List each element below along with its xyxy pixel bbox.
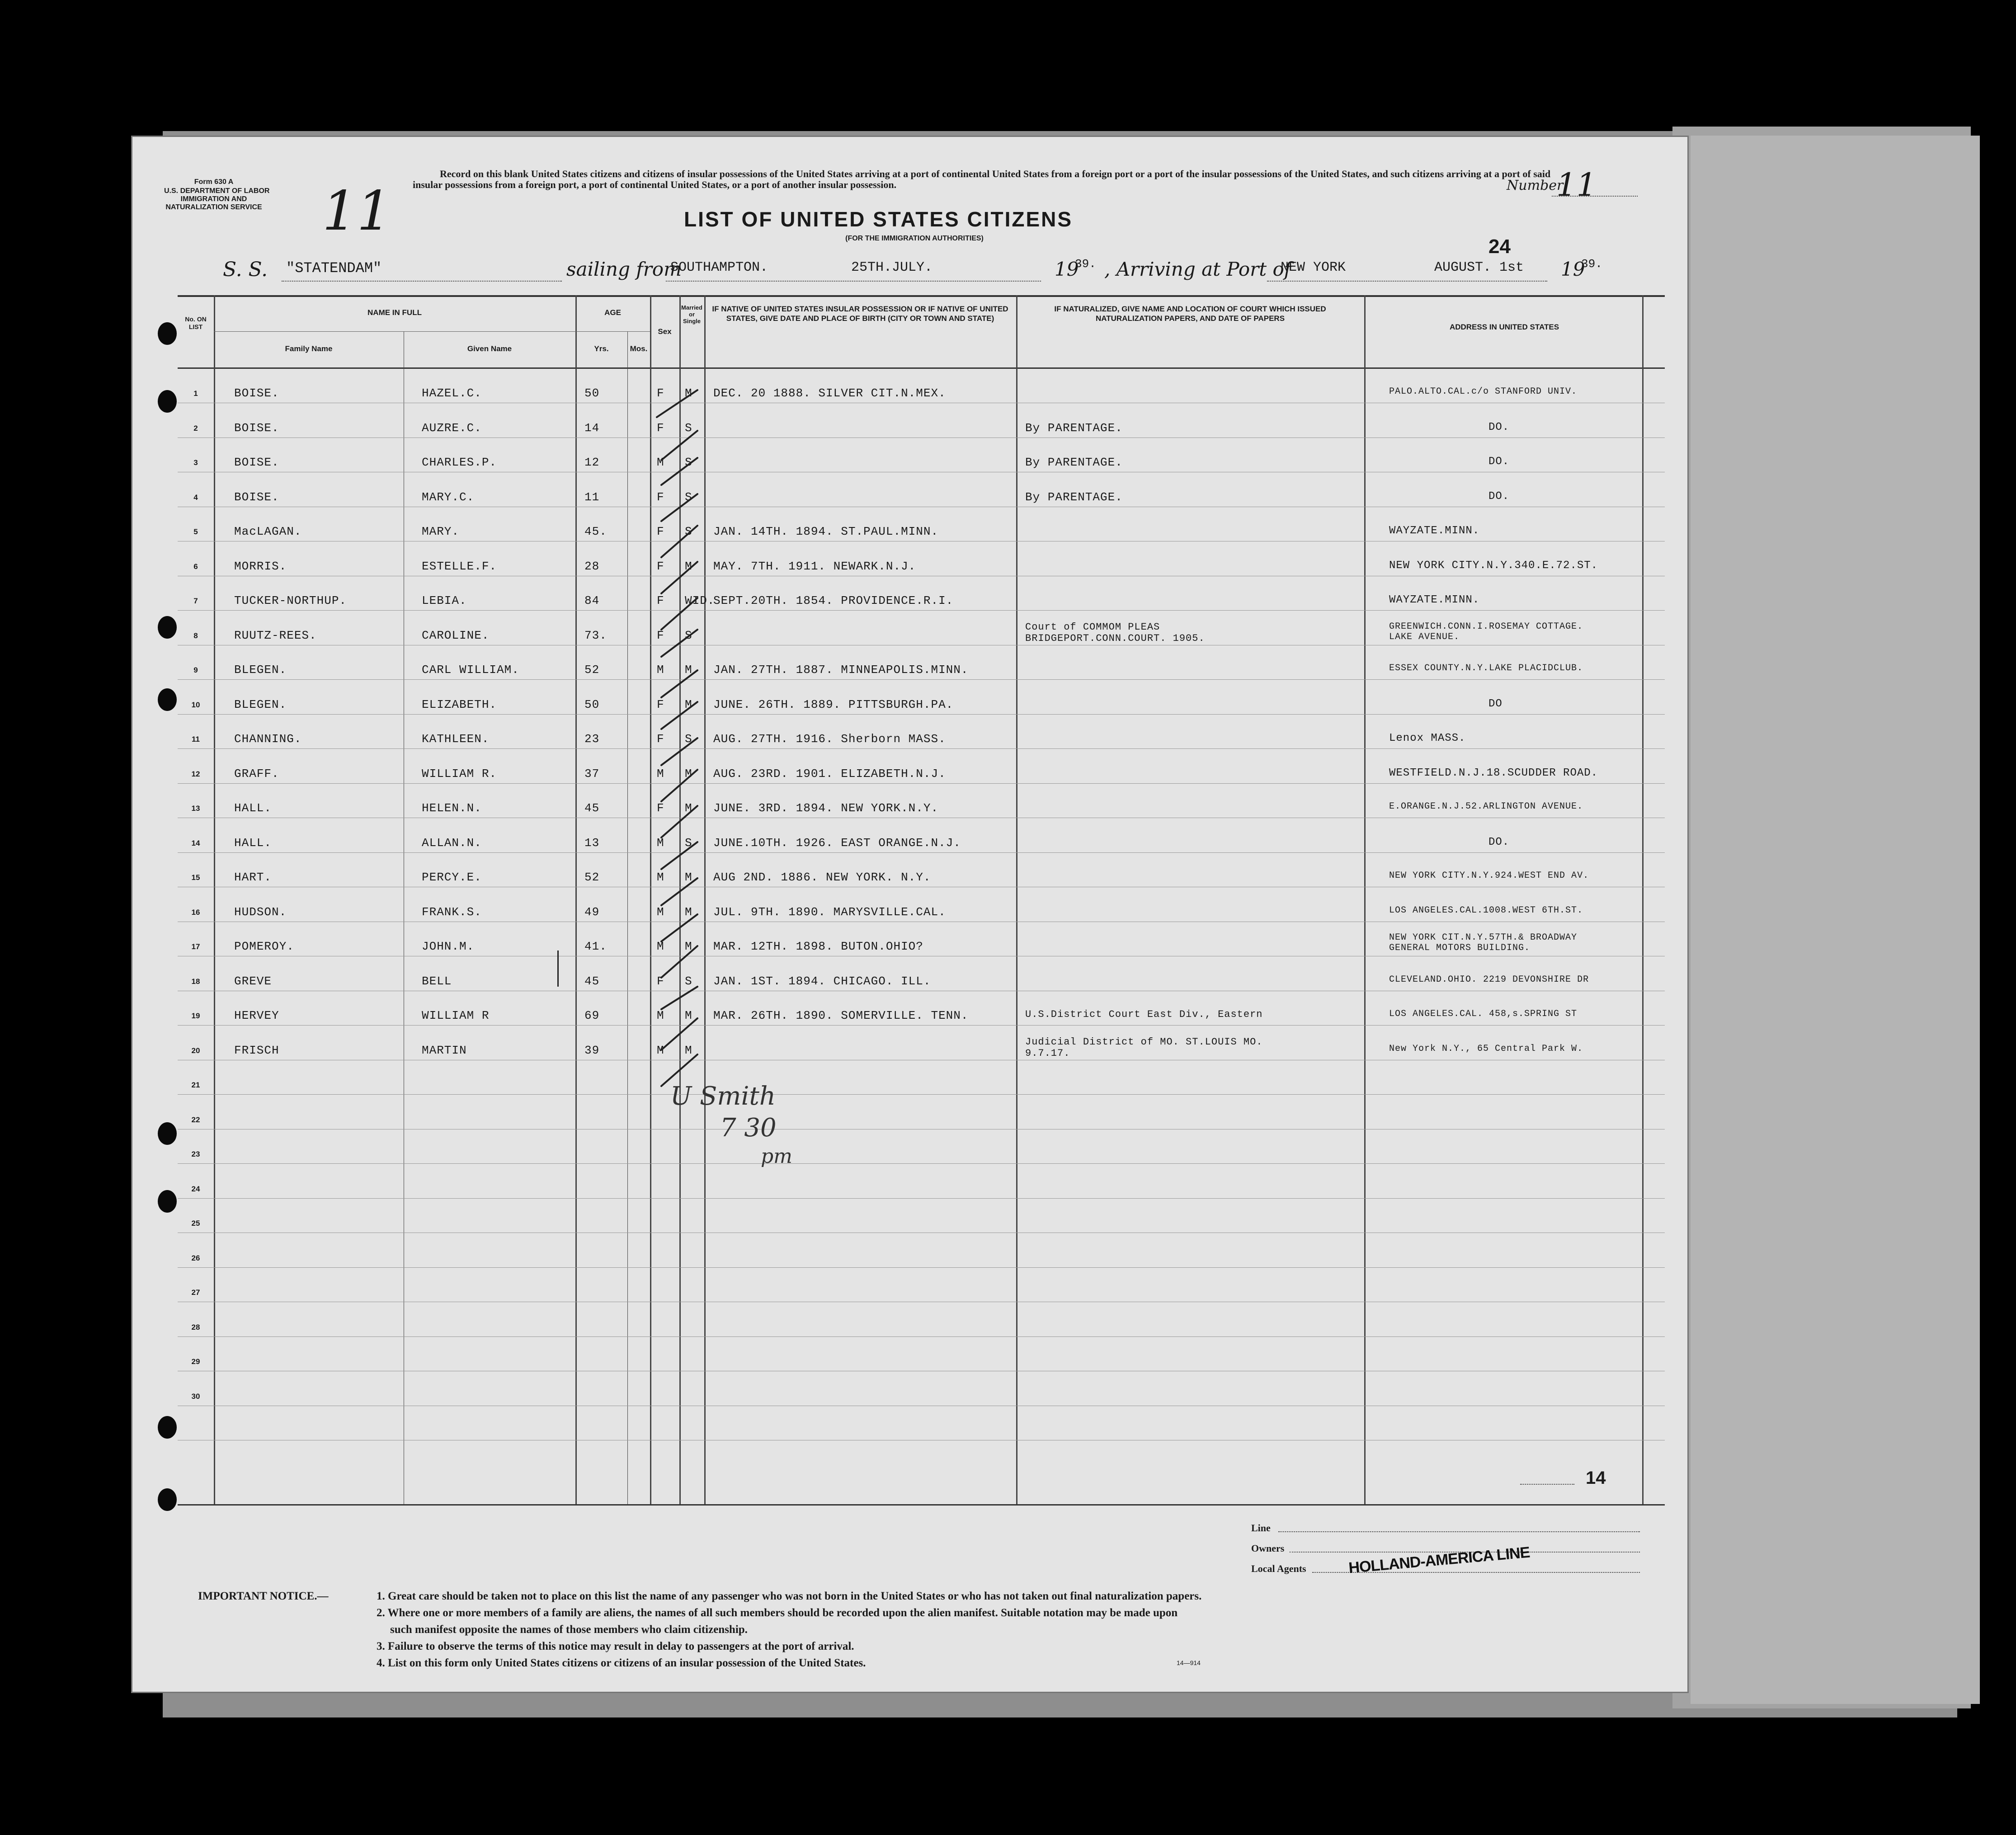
cell-family-name: GRAFF.	[234, 767, 279, 781]
row-rule	[178, 610, 1665, 611]
cell-marital-status: M	[685, 801, 692, 815]
from-port: SOUTHAMPTON.	[670, 260, 768, 275]
cell-family-name: POMEROY.	[234, 940, 294, 953]
handwritten-check-marks	[648, 381, 711, 1267]
cell-given-name: CARL WILLIAM.	[422, 663, 519, 677]
owners-label: Owners	[1251, 1543, 1285, 1554]
to-port: NEW YORK	[1281, 260, 1346, 275]
header-address: ADDRESS IN UNITED STATES	[1449, 323, 1559, 331]
col-rule	[1364, 295, 1366, 1504]
cell-given-name: AUZRE.C.	[422, 421, 482, 435]
cell-sex: F	[657, 697, 664, 711]
cell-age-years: 52	[584, 870, 600, 884]
department-line: IMMIGRATION AND	[180, 195, 247, 203]
cell-given-name: WILLIAM R	[422, 1009, 490, 1022]
row-rule	[178, 1025, 1665, 1026]
cell-marital-status: S	[685, 974, 692, 988]
cell-address: E.ORANGE.N.J.52.ARLINGTON AVENUE.	[1389, 801, 1583, 812]
cell-family-name: BLEGEN.	[234, 697, 287, 711]
subheader-rule	[214, 331, 575, 332]
cell-given-name: HELEN.N.	[422, 801, 482, 815]
sailing-label: sailing from	[566, 258, 682, 280]
cell-birth-info: JAN. 27TH. 1887. MINNEAPOLIS.MINN.	[713, 663, 969, 677]
cell-family-name: BLEGEN.	[234, 663, 287, 677]
cell-sex: M	[657, 870, 664, 884]
row-rule	[178, 714, 1665, 715]
handwritten-note-time: 7 30	[720, 1113, 777, 1143]
row-number: 24	[191, 1184, 200, 1193]
cell-sex: M	[657, 905, 664, 919]
cell-given-name: KATHLEEN.	[422, 732, 490, 746]
header-yrs: Yrs.	[594, 344, 609, 353]
col-rule	[575, 295, 577, 1504]
cell-address: DO	[1488, 697, 1503, 710]
cell-sex: F	[657, 490, 664, 504]
cell-marital-status: S	[685, 836, 692, 850]
notice-item: 2. Where one or more members of a family are aliens, the names of all such members should be recorded upon the alien manifest. Suitable notation may be made upon	[377, 1607, 1178, 1619]
cell-age-years: 49	[584, 905, 600, 919]
row-number: 21	[191, 1081, 200, 1089]
cell-family-name: TUCKER-NORTHUP.	[234, 594, 347, 607]
cell-given-name: JOHN.M.	[422, 940, 475, 953]
row-number: 23	[191, 1150, 200, 1158]
notice-item: 3. Failure to observe the terms of this notice may result in delay to passengers at the port of arrival.	[377, 1640, 854, 1652]
print-code: 14—914	[1177, 1659, 1201, 1666]
cell-naturalization: By PARENTAGE.	[1025, 421, 1123, 435]
cell-address: NEW YORK CITY.N.Y.340.E.72.ST.	[1389, 559, 1598, 572]
cell-address: LOS ANGELES.CAL. 458,s.SPRING ST	[1389, 1009, 1578, 1019]
page-number: 14	[1586, 1468, 1606, 1488]
row-number: 3	[193, 458, 198, 467]
cell-address: WESTFIELD.N.J.18.SCUDDER ROAD.	[1389, 767, 1598, 779]
cell-age-years: 12	[584, 456, 600, 469]
arriving-label: , Arriving at Port of	[1104, 258, 1291, 280]
cell-birth-info: JUNE. 26TH. 1889. PITTSBURGH.PA.	[713, 697, 954, 711]
row-number: 16	[191, 908, 200, 917]
cell-age-years: 41.	[584, 940, 607, 953]
depart-year: 39.	[1075, 257, 1096, 271]
cell-birth-info: JUL. 9TH. 1890. MARYSVILLE.CAL.	[713, 905, 946, 919]
row-number: 12	[191, 769, 200, 778]
cell-birth-info: JAN. 1ST. 1894. CHICAGO. ILL.	[713, 974, 931, 988]
cell-sex: M	[657, 663, 664, 677]
ship-name: "STATENDAM"	[286, 260, 382, 277]
department-line: NATURALIZATION SERVICE	[165, 203, 262, 211]
arrive-date: AUGUST. 1st	[1434, 260, 1524, 275]
cell-address: DO.	[1488, 421, 1510, 433]
manifest-sheet	[131, 136, 1689, 1693]
notice-item: 1. Great care should be taken not to place on this list the name of any passenger who was not born in the United States or who has not taken out final naturalization papers.	[377, 1590, 1202, 1602]
cell-sex: M	[657, 1009, 664, 1022]
cell-sex: F	[657, 628, 664, 642]
row-rule	[178, 1198, 1665, 1199]
handwritten-note-name: U Smith	[670, 1082, 776, 1111]
header-married: Married or Single	[681, 304, 702, 325]
cell-marital-status: WID.	[685, 594, 715, 607]
header-given: Given Name	[467, 344, 512, 353]
row-number: 6	[193, 562, 198, 571]
row-rule	[178, 1163, 1665, 1164]
year-prefix: 19	[1055, 258, 1079, 280]
cell-birth-info: MAY. 7TH. 1911. NEWARK.N.J.	[713, 559, 916, 573]
cell-age-years: 28	[584, 559, 600, 573]
cell-marital-status: M	[685, 697, 692, 711]
row-rule	[178, 1336, 1665, 1337]
line-underline	[1278, 1531, 1640, 1532]
cell-family-name: CHANNING.	[234, 732, 302, 746]
cell-age-years: 14	[584, 421, 600, 435]
row-number: 5	[193, 527, 198, 536]
header-age: AGE	[604, 308, 621, 317]
row-rule	[178, 852, 1665, 853]
cell-family-name: HERVEY	[234, 1009, 279, 1022]
cell-birth-info: AUG. 27TH. 1916. Sherborn MASS.	[713, 732, 946, 746]
cell-age-years: 73.	[584, 628, 607, 642]
form-id: Form 630 A	[194, 178, 234, 186]
agents-label: Local Agents	[1251, 1563, 1306, 1574]
cell-age-years: 23	[584, 732, 600, 746]
row-rule	[178, 1267, 1665, 1268]
subheader-rule	[575, 331, 650, 332]
cell-naturalization: By PARENTAGE.	[1025, 456, 1123, 469]
row-number: 8	[193, 631, 198, 640]
row-rule	[178, 783, 1665, 784]
cell-family-name: MORRIS.	[234, 559, 287, 573]
cell-sex: F	[657, 559, 664, 573]
cell-address: LOS ANGELES.CAL.1008.WEST 6TH.ST.	[1389, 905, 1583, 916]
header-name-in-full: NAME IN FULL	[367, 308, 422, 317]
passenger-table	[132, 137, 1687, 1692]
row-number: 1	[193, 389, 198, 398]
year-prefix: 19	[1561, 258, 1585, 280]
cell-given-name: ALLAN.N.	[422, 836, 482, 850]
cell-naturalization: Judicial District of MO. ST.LOUIS MO. 9.7.17.	[1025, 1036, 1263, 1059]
row-number: 15	[191, 873, 200, 882]
cell-marital-status: M	[685, 870, 692, 884]
row-number: 14	[191, 838, 200, 847]
cell-family-name: RUUTZ-REES.	[234, 628, 317, 642]
cell-sex: F	[657, 386, 664, 400]
page-title: LIST OF UNITED STATES CITIZENS	[684, 207, 1073, 231]
cell-sex: M	[657, 940, 664, 953]
cell-age-years: 45	[584, 801, 600, 815]
cell-given-name: PERCY.E.	[422, 870, 482, 884]
row-number: 30	[191, 1392, 200, 1401]
header-bottom-rule	[178, 367, 1665, 369]
row-number: 2	[193, 423, 198, 433]
cell-address: DO.	[1488, 456, 1510, 468]
line-label: Line	[1251, 1522, 1271, 1534]
cell-address: Lenox MASS.	[1389, 732, 1466, 744]
cell-address: DO.	[1488, 490, 1510, 503]
cell-marital-status: M	[685, 940, 692, 953]
cell-address: NEW YORK CIT.N.Y.57TH.& BROADWAY GENERAL MOTORS BUILDING.	[1389, 932, 1578, 953]
cell-age-years: 11	[584, 490, 600, 504]
cell-address: WAYZATE.MINN.	[1389, 525, 1480, 537]
row-number: 4	[193, 493, 198, 502]
cell-birth-info: SEPT.20TH. 1854. PROVIDENCE.R.I.	[713, 594, 954, 607]
number-label: Number	[1507, 178, 1564, 193]
row-number: 17	[191, 942, 200, 951]
cell-sex: F	[657, 801, 664, 815]
cell-family-name: HALL.	[234, 801, 272, 815]
row-number: 27	[191, 1288, 200, 1297]
cell-birth-info: MAR. 26TH. 1890. SOMERVILLE. TENN.	[713, 1009, 969, 1022]
instructions-text: Record on this blank United States citizens and citizens of insular possessions of the United States arriving at a port of continental United States from a foreign port or a port of the insular possessions of the United States, and such citizens arriving at a port of said insular possessions from a foreign port, a port of continental United States, or a port of another insular possession.	[413, 168, 1551, 190]
cell-family-name: GREVE	[234, 974, 272, 988]
ss-label: S. S.	[223, 258, 268, 281]
cell-marital-status: S	[685, 525, 692, 538]
header-mos: Mos.	[630, 344, 648, 353]
agents-stamp: HOLLAND-AMERICA LINE	[1348, 1543, 1531, 1577]
table-top-rule	[178, 295, 1665, 297]
header-sex: Sex	[658, 327, 672, 336]
cell-family-name: HUDSON.	[234, 905, 287, 919]
row-number: 19	[191, 1012, 200, 1020]
cell-sex: F	[657, 525, 664, 538]
cell-age-years: 69	[584, 1009, 600, 1022]
cell-sex: F	[657, 974, 664, 988]
cell-age-years: 50	[584, 697, 600, 711]
cell-family-name: MacLAGAN.	[234, 525, 302, 538]
cell-family-name: HART.	[234, 870, 272, 884]
cell-sex: M	[657, 456, 664, 469]
cell-age-years: 45.	[584, 525, 607, 538]
cell-family-name: FRISCH	[234, 1043, 279, 1057]
cell-family-name: BOISE.	[234, 456, 279, 469]
cell-age-years: 39	[584, 1043, 600, 1057]
cell-marital-status: M	[685, 1009, 692, 1022]
cell-marital-status: M	[685, 767, 692, 781]
cell-marital-status: S	[685, 421, 692, 435]
header-naturalized: IF NATURALIZED, GIVE NAME AND LOCATION OF COURT WHICH ISSUED NATURALIZATION PAPERS, AND DATE OF PAPERS	[1054, 305, 1326, 323]
cell-given-name: FRANK.S.	[422, 905, 482, 919]
cell-sex: F	[657, 594, 664, 607]
col-rule	[214, 295, 215, 1504]
cell-given-name: MARTIN	[422, 1043, 467, 1057]
row-number: 20	[191, 1046, 200, 1055]
cell-address: ESSEX COUNTY.N.Y.LAKE PLACIDCLUB.	[1389, 663, 1583, 673]
col-rule	[1642, 295, 1644, 1504]
cell-given-name: LEBIA.	[422, 594, 467, 607]
cell-address: CLEVELAND.OHIO. 2219 DEVONSHIRE DR	[1389, 974, 1589, 985]
cell-marital-status: S	[685, 456, 692, 469]
cell-age-years: 37	[584, 767, 600, 781]
cell-birth-info: JUNE.10TH. 1926. EAST ORANGE.N.J.	[713, 836, 961, 850]
table-bottom-rule	[178, 1504, 1665, 1506]
cell-sex: M	[657, 1043, 664, 1057]
cell-family-name: BOISE.	[234, 490, 279, 504]
depart-date: 25TH.JULY.	[851, 260, 933, 275]
number-value: 11	[1556, 166, 1597, 203]
cell-family-name: BOISE.	[234, 421, 279, 435]
cell-naturalization: By PARENTAGE.	[1025, 490, 1123, 504]
col-rule	[627, 331, 628, 1504]
row-number: 11	[192, 735, 200, 743]
handwritten-tick	[557, 950, 559, 987]
cell-given-name: CHARLES.P.	[422, 456, 497, 469]
cell-sex: M	[657, 767, 664, 781]
handwritten-note-pm: pm	[761, 1145, 792, 1168]
row-rule	[178, 1094, 1665, 1095]
cell-address: GREENWICH.CONN.I.ROSEMAY COTTAGE. LAKE AVENUE.	[1389, 621, 1583, 642]
row-number: 25	[191, 1219, 200, 1228]
cell-sex: M	[657, 836, 664, 850]
row-rule	[178, 748, 1665, 749]
cell-marital-status: M	[685, 386, 692, 400]
cell-given-name: HAZEL.C.	[422, 386, 482, 400]
cell-birth-info: DEC. 20 1888. SILVER CIT.N.MEX.	[713, 386, 946, 400]
row-number: 28	[191, 1322, 200, 1332]
header-no: No. ON LIST	[185, 315, 207, 330]
cell-marital-status: S	[685, 490, 692, 504]
cell-given-name: ELIZABETH.	[422, 697, 497, 711]
cell-marital-status: M	[685, 663, 692, 677]
cell-marital-status: M	[685, 1043, 692, 1057]
cell-given-name: CAROLINE.	[422, 628, 490, 642]
handwritten-page-mark: 11	[322, 180, 391, 243]
row-number: 22	[191, 1115, 200, 1124]
cell-birth-info: AUG. 23RD. 1901. ELIZABETH.N.J.	[713, 767, 946, 781]
row-rule	[178, 679, 1665, 680]
page-number-rule	[1520, 1484, 1574, 1485]
cell-address: WAYZATE.MINN.	[1389, 594, 1480, 606]
cell-birth-info: JUNE. 3RD. 1894. NEW YORK.N.Y.	[713, 801, 939, 815]
department-line: U.S. DEPARTMENT OF LABOR	[164, 187, 270, 195]
cell-address: NEW YORK CITY.N.Y.924.WEST END AV.	[1389, 870, 1589, 881]
col-rule	[1016, 295, 1017, 1504]
cell-age-years: 84	[584, 594, 600, 607]
cell-sex: F	[657, 421, 664, 435]
notice-item: 4. List on this form only United States citizens or citizens of an insular possession of the United States.	[377, 1657, 866, 1669]
cell-birth-info: MAR. 12TH. 1898. BUTON.OHIO?	[713, 940, 923, 953]
cell-marital-status: S	[685, 732, 692, 746]
cell-address: DO.	[1488, 836, 1510, 848]
notice-label: IMPORTANT NOTICE.—	[198, 1590, 329, 1602]
cell-given-name: ESTELLE.F.	[422, 559, 497, 573]
page-subtitle: (FOR THE IMMIGRATION AUTHORITIES)	[845, 235, 984, 242]
notice-item: such manifest opposite the names of those members who claim citizenship.	[390, 1623, 748, 1636]
header-family: Family Name	[285, 344, 333, 353]
cell-given-name: MARY.C.	[422, 490, 475, 504]
cell-given-name: MARY.	[422, 525, 460, 538]
cell-age-years: 45	[584, 974, 600, 988]
cell-sex: F	[657, 732, 664, 746]
arrive-day-correction: 24	[1488, 235, 1511, 258]
cell-address: New York N.Y., 65 Central Park W.	[1389, 1043, 1583, 1054]
cell-age-years: 50	[584, 386, 600, 400]
row-number: 7	[193, 597, 198, 605]
cell-naturalization: Court of COMMOM PLEAS BRIDGEPORT.CONN.COURT. 1905.	[1025, 621, 1205, 644]
row-number: 18	[191, 977, 200, 986]
row-number: 13	[191, 804, 200, 813]
cell-given-name: WILLIAM R.	[422, 767, 497, 781]
row-number: 29	[191, 1357, 200, 1366]
cell-family-name: BOISE.	[234, 386, 279, 400]
cell-age-years: 52	[584, 663, 600, 677]
cell-given-name: BELL	[422, 974, 452, 988]
header-native: IF NATIVE OF UNITED STATES INSULAR POSSESSION OR IF NATIVE OF UNITED STATES, GIVE DATE AND PLACE OF BIRTH (CITY OR TOWN AND STATE)	[712, 305, 1008, 323]
row-number: 26	[191, 1253, 200, 1262]
cell-address: PALO.ALTO.CAL.c/o STANFORD UNIV.	[1389, 386, 1578, 397]
cell-birth-info: AUG 2ND. 1886. NEW YORK. N.Y.	[713, 870, 931, 884]
cell-birth-info: JAN. 14TH. 1894. ST.PAUL.MINN.	[713, 525, 939, 538]
cell-age-years: 13	[584, 836, 600, 850]
cell-marital-status: M	[685, 905, 692, 919]
back-page	[1691, 136, 1980, 1704]
cell-marital-status: M	[685, 559, 692, 573]
cell-family-name: HALL.	[234, 836, 272, 850]
cell-marital-status: S	[685, 628, 692, 642]
arrive-year: 39.	[1581, 257, 1602, 271]
cell-naturalization: U.S.District Court East Div., Eastern	[1025, 1009, 1263, 1020]
row-number: 9	[193, 666, 198, 674]
row-number: 10	[191, 700, 200, 709]
